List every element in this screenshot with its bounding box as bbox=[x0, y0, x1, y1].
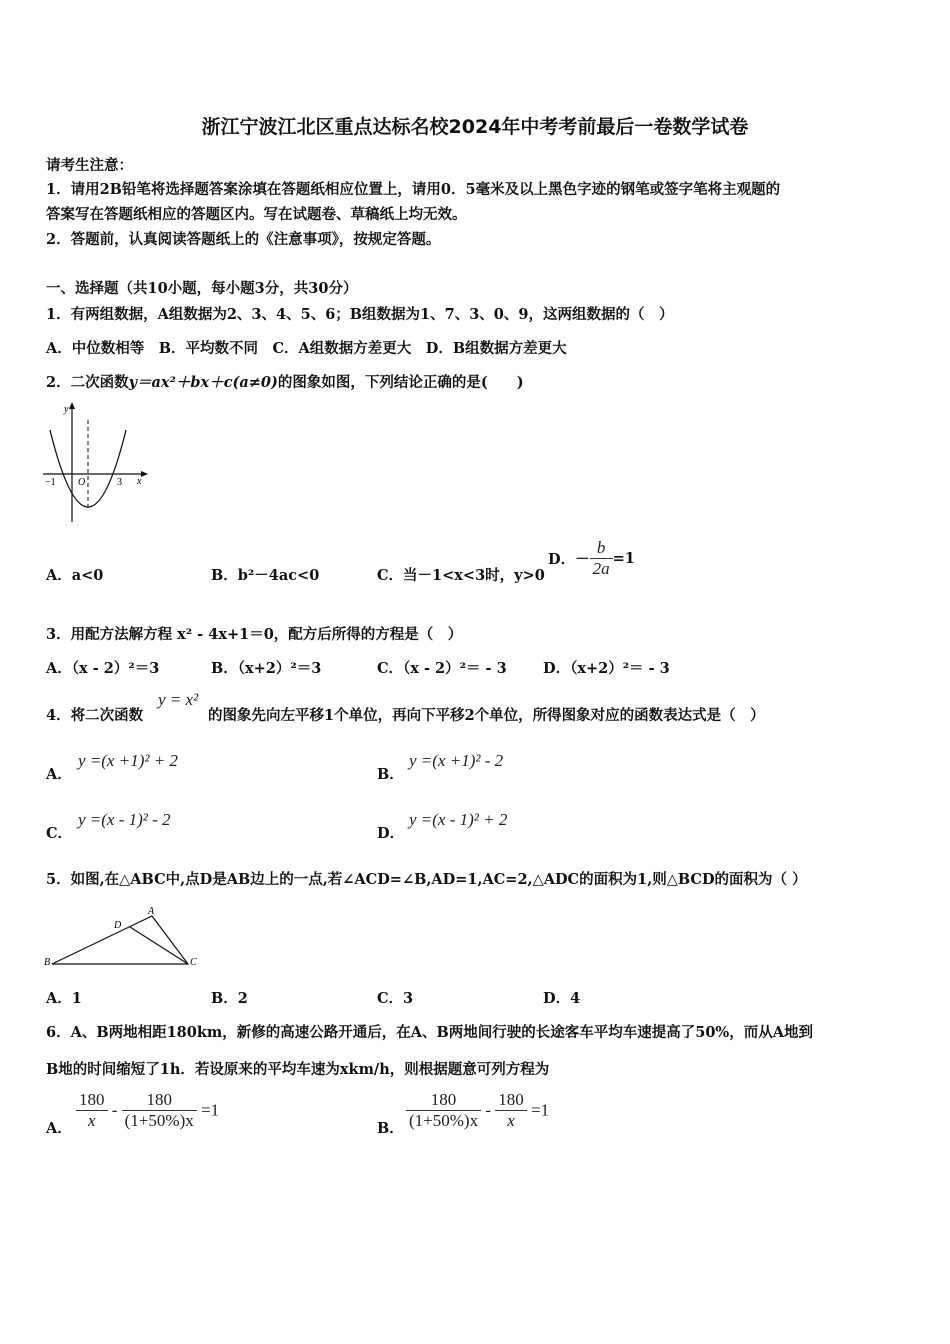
q6-option-a-label: A． bbox=[46, 1120, 72, 1137]
fraction-numerator: b bbox=[590, 538, 613, 559]
minus-sign: - bbox=[111, 1100, 118, 1120]
q4-option-d-expr: y =(x - 1)² + 2 bbox=[409, 810, 508, 829]
graph-y-label: y bbox=[64, 404, 69, 415]
q2-option-d-fraction bbox=[590, 538, 613, 579]
q2-stem-post: 的图象如图，下列结论正确的是( ) bbox=[277, 374, 524, 391]
fraction-numerator: 180 bbox=[495, 1090, 527, 1111]
q4-stem-expr: y = x² bbox=[158, 690, 199, 709]
equals-one: =1 bbox=[201, 1100, 220, 1120]
q3-option-c: C．（x - 2）²＝ - 3 bbox=[377, 660, 507, 677]
q3-stem: 3．用配方法解方程 x² - 4x+1＝0，配方后所得的方程是（ ） bbox=[46, 626, 463, 643]
q1-stem: 1．有两组数据，A组数据为2、3、4、5、6；B组数据为1、7、3、0、9，这两组数据的（ ） bbox=[46, 306, 674, 323]
q4-option-b-label: B． bbox=[377, 766, 404, 783]
fig-label-d: D bbox=[114, 920, 122, 931]
q6-stem-line-1: 6．A、B两地相距180km，新修的高速公路开通后，在A、B两地间行驶的长途客车平均车速提高了50%，而从A地到 bbox=[46, 1024, 813, 1041]
q4-option-d-label: D． bbox=[377, 825, 405, 842]
q3-option-b: B．（x+2）²＝3 bbox=[211, 660, 322, 677]
notice-heading: 请考生注意： bbox=[46, 157, 133, 174]
q2-option-b: B．b²－4ac<0 bbox=[211, 567, 320, 584]
q2-option-d-post: =1 bbox=[612, 550, 635, 567]
q5-option-c: C．3 bbox=[377, 990, 414, 1007]
x-axis-arrow bbox=[141, 471, 148, 477]
q5-option-b: B．2 bbox=[211, 990, 248, 1007]
q5-option-d: D．4 bbox=[543, 990, 581, 1007]
fraction-180-over-increased-speed bbox=[406, 1090, 481, 1131]
q4-stem-pre: 4．将二次函数 bbox=[46, 707, 144, 724]
graph-origin-label: O bbox=[78, 477, 86, 488]
q4-option-a-label: A． bbox=[46, 766, 72, 783]
q5-triangle-figure bbox=[40, 902, 210, 972]
q4-stem-post: 的图象先向左平移1个单位，再向下平移2个单位，所得图象对应的函数表达式是（ ） bbox=[208, 707, 765, 724]
q5-option-a: A．1 bbox=[46, 990, 82, 1007]
fraction-180-over-increased-speed bbox=[122, 1090, 197, 1131]
q2-stem-pre: 2．二次函数 bbox=[46, 374, 129, 391]
fig-label-c: C bbox=[190, 957, 197, 968]
q6-stem-line-2: B地的时间缩短了1h．若设原来的平均车速为xkm/h，则根据题意可列方程为 bbox=[46, 1061, 550, 1078]
notice-line-2: 2．答题前，认真阅读答题纸上的《注意事项》，按规定答题。 bbox=[46, 231, 441, 248]
q6-option-b-label: B． bbox=[377, 1120, 404, 1137]
q1-options: A．中位数相等 B．平均数不同 C．A组数据方差更大 D．B组数据方差更大 bbox=[46, 340, 567, 357]
fig-label-a: A bbox=[148, 906, 155, 917]
fraction-denominator: x bbox=[87, 1111, 96, 1130]
q2-option-a: A．a<0 bbox=[46, 567, 104, 584]
graph-left-root-label: −1 bbox=[45, 477, 56, 488]
equals-one: =1 bbox=[531, 1100, 550, 1120]
fraction-numerator: 180 bbox=[122, 1090, 197, 1111]
fraction-numerator: 180 bbox=[76, 1090, 108, 1111]
fraction-numerator: 180 bbox=[406, 1090, 481, 1111]
graph-x-label: x bbox=[137, 476, 142, 487]
q4-option-a-expr: y =(x +1)² + 2 bbox=[78, 751, 178, 770]
section-heading: 一、选择题（共10小题，每小题3分，共30分） bbox=[46, 280, 358, 297]
minus-sign: - bbox=[485, 1100, 491, 1120]
q6-option-a-equation bbox=[76, 1090, 219, 1131]
q5-stem: 5．如图,在△ABC中,点D是AB边上的一点,若∠ACD=∠B,AD=1,AC=2,△ADC的面积为1,则△BCD的面积为（ ） bbox=[46, 871, 807, 888]
q4-option-b-expr: y =(x +1)² - 2 bbox=[409, 751, 504, 770]
q2-option-d bbox=[548, 538, 635, 579]
graph-right-root-label: 3 bbox=[117, 477, 122, 488]
fraction-180-over-x bbox=[495, 1090, 527, 1131]
fraction-denominator: (1+50%)x bbox=[409, 1111, 479, 1130]
page-title: 浙江宁波江北区重点达标名校2024年中考考前最后一卷数学试卷 bbox=[201, 116, 749, 138]
q6-option-b-equation bbox=[406, 1090, 549, 1131]
fig-label-b: B bbox=[44, 957, 51, 968]
fraction-denominator: 2a bbox=[592, 559, 610, 578]
segment-cd bbox=[130, 927, 188, 964]
notice-line-1b: 答案写在答题纸相应的答题区内。写在试题卷、草稿纸上均无效。 bbox=[46, 206, 467, 223]
notice-line-1a: 1．请用2B铅笔将选择题答案涂填在答题纸相应位置上，请用0．5毫米及以上黑色字迹的钢笔或签字笔将主观题的 bbox=[46, 181, 781, 198]
q2-stem-expr: y＝ax²＋bx＋c(a≠0) bbox=[128, 374, 278, 391]
q2-stem bbox=[46, 371, 524, 392]
fraction-denominator: x bbox=[507, 1111, 515, 1130]
q2-option-c: C．当－1<x<3时，y>0 bbox=[377, 567, 545, 584]
q2-parabola-graph bbox=[40, 398, 155, 526]
fraction-denominator: (1+50%)x bbox=[124, 1111, 194, 1130]
y-axis-arrow bbox=[69, 402, 75, 409]
q3-option-d: D．（x+2）²＝ - 3 bbox=[543, 660, 670, 677]
q4-option-c-label: C． bbox=[46, 825, 73, 842]
q2-option-d-pre: D．－ bbox=[548, 551, 590, 568]
q3-option-a: A．（x - 2）²＝3 bbox=[46, 660, 160, 677]
q4-option-c-expr: y =(x - 1)² - 2 bbox=[78, 810, 171, 829]
fraction-180-over-x bbox=[76, 1090, 108, 1131]
